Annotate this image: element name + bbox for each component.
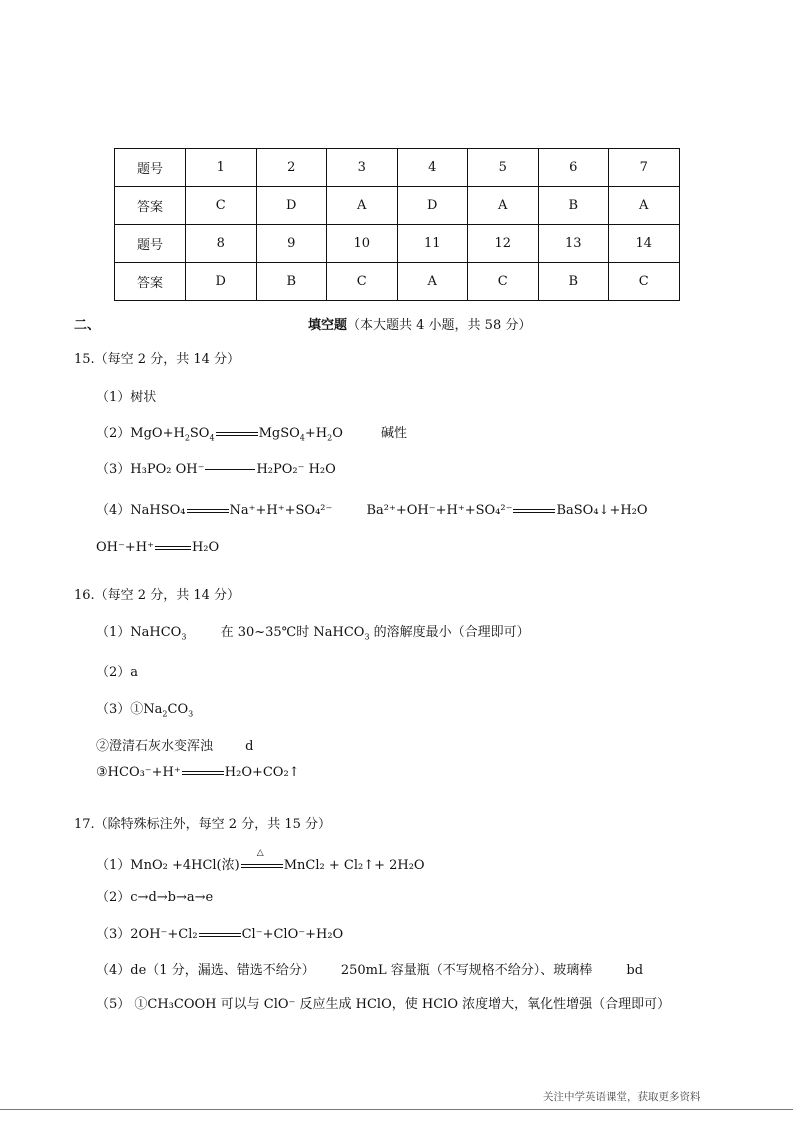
- table-row-header: 答案: [115, 263, 186, 301]
- footer-rule: [0, 1109, 793, 1110]
- q16-a1-sub2: 3: [364, 632, 370, 642]
- table-row: [115, 225, 680, 263]
- q15-a2-left: MgO+H: [130, 426, 185, 441]
- equals-sign: [155, 541, 191, 555]
- section-number: [74, 314, 100, 333]
- table-cell: 7: [609, 149, 680, 187]
- table-cell: 4: [397, 149, 468, 187]
- equals-sign: [187, 504, 229, 518]
- answer-table: [114, 148, 680, 301]
- table-cell: A: [397, 263, 468, 301]
- table-cell: D: [256, 187, 327, 225]
- table-cell: 2: [256, 149, 327, 187]
- table-cell: 13: [538, 225, 609, 263]
- table-cell: 5: [468, 149, 539, 187]
- q16-a1-label: （1）NaHCO: [96, 625, 182, 640]
- q15-a2-sub3: 4: [299, 433, 305, 443]
- q16-a1-sub: 3: [181, 632, 187, 642]
- table-cell: 8: [186, 225, 257, 263]
- equals-sign: [182, 766, 224, 780]
- q15-a2-label: （2）: [96, 426, 131, 441]
- q17-a3-left: （3）2OH⁻+Cl₂: [96, 927, 198, 942]
- equals-sign: [513, 504, 555, 518]
- equals-sign: [199, 928, 241, 942]
- q15-a2-sub2: 4: [209, 433, 215, 443]
- table-cell: 11: [397, 225, 468, 263]
- q15-a2-end: +H: [304, 426, 328, 441]
- table-cell: C: [327, 263, 398, 301]
- q15-answer-4: [96, 499, 648, 518]
- q16-answer-1: [96, 621, 530, 640]
- q16-answer-2: （2）a: [96, 665, 139, 680]
- table-row: [115, 263, 680, 301]
- section-number-text: 二、: [74, 318, 101, 333]
- table-cell: B: [256, 263, 327, 301]
- q16-answer-3c: [96, 765, 300, 780]
- q17-answer-4: [96, 959, 643, 978]
- table-cell: C: [186, 187, 257, 225]
- table-cell: D: [397, 187, 468, 225]
- table-row-header: 答案: [115, 187, 186, 225]
- q15-a2-extra: 碱性: [381, 426, 408, 441]
- q15-a4-eq2-left: Ba²⁺+OH⁻+H⁺+SO₄²⁻: [366, 503, 513, 518]
- q15-a2-sub1: 2: [184, 433, 190, 443]
- q16-a1-text2: 的溶解度最小（合理即可）: [369, 625, 530, 640]
- table-row: [115, 187, 680, 225]
- q15-a4-eq2-right: BaSO₄↓+H₂O: [556, 503, 648, 518]
- table-cell: 9: [256, 225, 327, 263]
- table-cell: 3: [327, 149, 398, 187]
- q15-a4-eq1-left: NaHSO₄: [130, 503, 186, 518]
- table-cell: C: [609, 263, 680, 301]
- heat-symbol: △: [256, 847, 264, 858]
- q17-answer-3: [96, 923, 343, 942]
- q16-a3-sub1: 2: [162, 709, 168, 719]
- table-cell: A: [609, 187, 680, 225]
- table-row-header: 题号: [115, 225, 186, 263]
- q15-a3-right: H₂PO₂⁻ H₂O: [256, 462, 336, 477]
- q17-answer-5: （5） ①CH₃COOH 可以与 ClO⁻ 反应生成 HClO，使 HClO 浓度增大，氧化性增强（合理即可）: [96, 997, 671, 1012]
- table-cell: C: [468, 263, 539, 301]
- reaction-line: [205, 463, 255, 477]
- heated-reaction-sign: [241, 847, 283, 873]
- q15-a2-right: MgSO: [258, 426, 300, 441]
- equals-sign: [216, 427, 258, 441]
- table-cell: 6: [538, 149, 609, 187]
- q17-a4-text: （4）de（1 分，漏选、错选不给分）: [96, 963, 315, 978]
- q15-answer-1: （1）树状: [96, 390, 157, 405]
- q17-a4-end: bd: [626, 963, 644, 978]
- q16-a3-sub2: 3: [188, 709, 194, 719]
- q15-a4-label: （4）: [96, 503, 131, 518]
- table-cell: B: [538, 187, 609, 225]
- q15-a3-label: （3）: [96, 462, 131, 477]
- q15-answer-3: [96, 458, 336, 477]
- q16-a3-label: （3）①Na: [96, 702, 163, 717]
- table-row: [115, 149, 680, 187]
- section-title: [308, 314, 531, 333]
- q16-a3c-left: ③HCO₃⁻+H⁺: [96, 765, 181, 780]
- q15-a2-o: O: [332, 426, 343, 441]
- table-cell: 10: [327, 225, 398, 263]
- q16-a3-co: CO: [167, 702, 189, 717]
- q15-answer-2: [96, 422, 407, 441]
- q15-a4-eq1-right: Na⁺+H⁺+SO₄²⁻: [229, 503, 333, 518]
- q16-a3c-right: H₂O+CO₂↑: [224, 765, 300, 780]
- q16-answer-3b: [96, 735, 253, 754]
- section-note: （本大题共 4 小题，共 58 分）: [347, 318, 532, 333]
- q17-a1-right: MnCl₂ + Cl₂↑+ 2H₂O: [283, 858, 425, 873]
- q15-a4-eq3-right: H₂O: [191, 540, 220, 555]
- section-title-text: 填空题: [308, 318, 348, 333]
- q15-header: 15.（每空 2 分，共 14 分）: [74, 352, 241, 367]
- q15-a2-sub4: 2: [327, 433, 333, 443]
- q15-a4-eq3-left: OH⁻+H⁺: [96, 540, 154, 555]
- table-cell: 1: [186, 149, 257, 187]
- table-cell: D: [186, 263, 257, 301]
- q16-header: 16.（每空 2 分，共 14 分）: [74, 588, 241, 603]
- q17-a1-left: （1）MnO₂ +4HCl(浓): [96, 858, 240, 873]
- q16-a3b-extra: d: [245, 739, 254, 754]
- q15-answer-4-cont: [96, 540, 219, 555]
- q17-answer-2: （2）c→d→b→a→e: [96, 890, 214, 905]
- q17-answer-1: [96, 847, 425, 873]
- q17-a4-mid: 250mL 容量瓶（不写规格不给分）、玻璃棒: [340, 963, 593, 978]
- q15-a2-mid1: SO: [189, 426, 210, 441]
- q16-answer-3: [96, 698, 193, 717]
- q15-a3-left: H₃PO₂ OH⁻: [130, 462, 205, 477]
- table-cell: B: [538, 263, 609, 301]
- table-row-header: 题号: [115, 149, 186, 187]
- q17-a3-right: Cl⁻+ClO⁻+H₂O: [241, 927, 344, 942]
- table-cell: A: [468, 187, 539, 225]
- footer-text: 关注中学英语课堂，获取更多资料: [543, 1091, 701, 1103]
- q17-header: 17.（除特殊标注外，每空 2 分，共 15 分）: [74, 817, 332, 832]
- table-cell: 14: [609, 225, 680, 263]
- q16-a3b: ②澄清石灰水变浑浊: [96, 739, 214, 754]
- table-cell: A: [327, 187, 398, 225]
- table-cell: 12: [468, 225, 539, 263]
- q16-a1-text1: 在 30~35℃时 NaHCO: [220, 625, 365, 640]
